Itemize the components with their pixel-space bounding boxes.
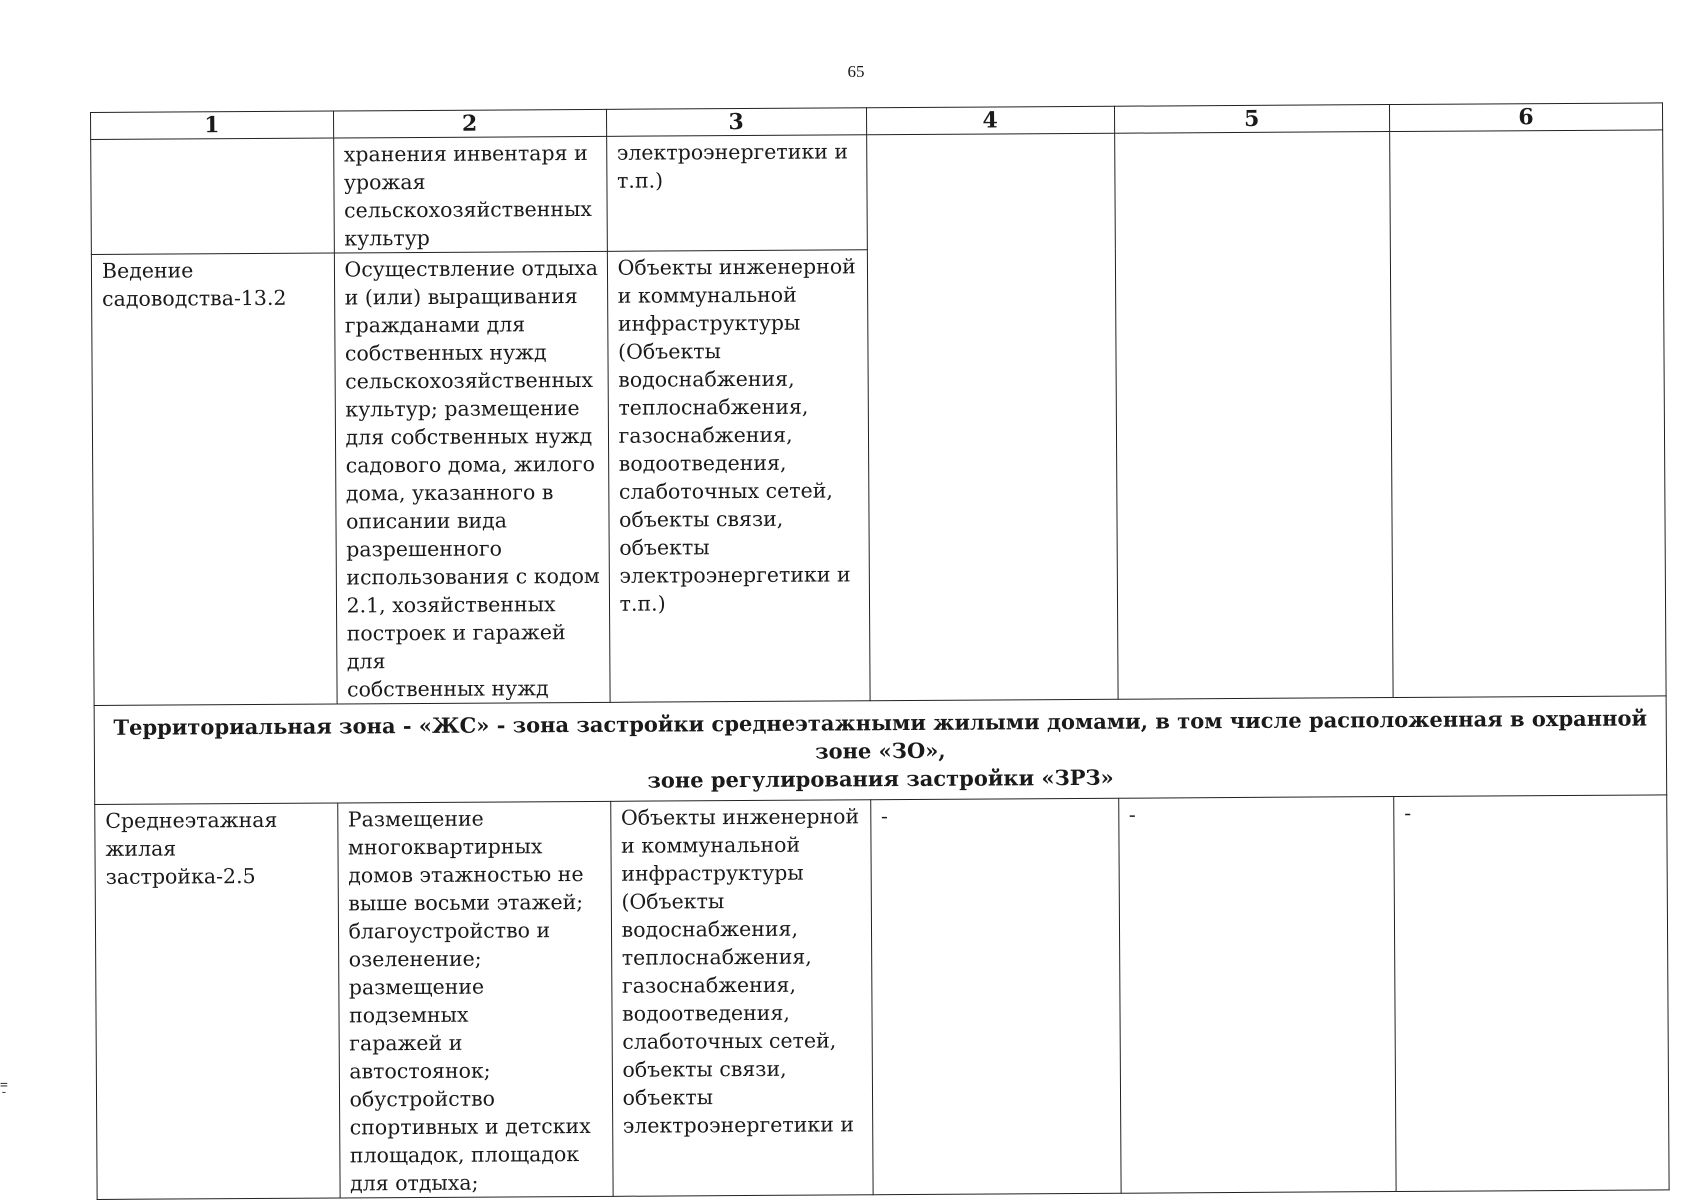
table-cell-description: Размещение многоквартирных домов этажностью не выше восьми этажей; благоустройство и озеленение; размещение подземных гаражей и автостоянок; обустройство спортивных и детских площадок, площадок для отдыха;	[337, 801, 613, 1198]
table-cell-infrastructure: электроэнергетики и т.п.)	[606, 135, 867, 252]
header-col-1: 1	[91, 111, 334, 139]
table-cell	[866, 133, 1117, 701]
header-col-3: 3	[606, 108, 866, 137]
table-cell-dash: -	[1394, 795, 1670, 1192]
table-row-midrise	[95, 795, 1669, 1200]
margin-marks: = -	[0, 1078, 8, 1100]
header-col-4: 4	[866, 106, 1114, 135]
table-cell	[91, 138, 334, 254]
header-col-2: 2	[333, 109, 606, 138]
header-col-5: 5	[1114, 105, 1389, 134]
table-cell-infrastructure: Объекты инженерной и коммунальной инфраструктуры (Объекты водоснабжения, теплоснабжения, газоснабжения, водоотведения, слаботочных сетей, объекты связи, объекты электроэнергетики и т.п.)	[607, 250, 870, 703]
zone-heading-row	[94, 696, 1667, 805]
table-cell	[1389, 130, 1666, 698]
table-cell-infrastructure: Объекты инженерной и коммунальной инфраструктуры (Объекты водоснабжения, теплоснабжения, газоснабжения, водоотведения, слаботочных сетей, объекты связи, объекты электроэнергетики и	[610, 800, 872, 1197]
table-row-continuation	[91, 130, 1664, 255]
table-cell-dash: -	[870, 798, 1120, 1195]
table-cell-description: Осуществление отдыха и (или) выращивания гражданами для собственных нужд сельскохозяйственных культур; размещение для собственных нужд садового дома, жилого дома, указанного в описании вида разрешенного использования с кодом 2.1, хозяйственных построек и гаражей для собственных нужд	[334, 251, 610, 704]
page-number: 65	[847, 62, 865, 81]
table-cell-use-type: Среднеэтажная жилая застройка-2.5	[95, 803, 340, 1199]
zone-heading: Территориальная зона - «ЖС» - зона застройки среднеэтажными жилыми домами, в том числе расположенная в охранной зоне «ЗО», зоне регулирования застройки «ЗРЗ»	[94, 696, 1667, 805]
table-cell-description: хранения инвентаря и урожая сельскохозяйственных культур	[333, 136, 607, 253]
table-cell-use-type: Ведение садоводства-13.2	[91, 253, 336, 705]
table-cell	[1114, 132, 1393, 700]
header-col-6: 6	[1389, 103, 1662, 132]
regulations-table	[90, 102, 1670, 1200]
table-cell-dash: -	[1118, 797, 1396, 1194]
